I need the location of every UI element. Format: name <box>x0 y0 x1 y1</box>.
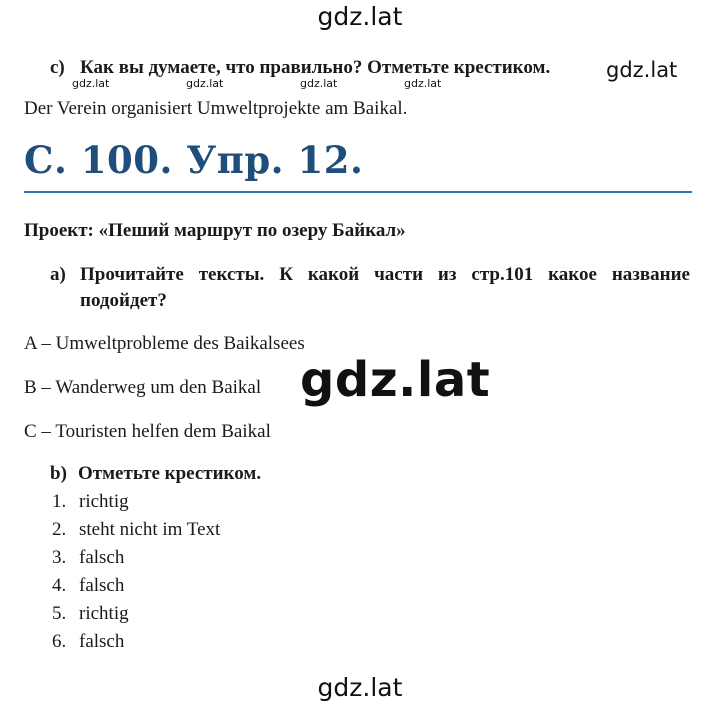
option-c: C – Touristen helfen dem Baikal <box>24 421 271 442</box>
task-b-question: Отметьте крестиком. <box>78 463 262 484</box>
watermark-side: gdz.lat <box>606 58 678 82</box>
answer-text: richtig <box>79 491 129 512</box>
answer-number: 5. <box>52 603 67 624</box>
heading-divider <box>24 191 692 193</box>
task-b-marker: b) <box>50 463 67 484</box>
answer-text: steht nicht im Text <box>79 519 221 540</box>
watermark-small: gdz.lat <box>300 77 338 90</box>
answer-text: richtig <box>79 603 129 624</box>
section-c-answer: Der Verein organisiert Umweltprojekte am Baikal. <box>24 98 408 119</box>
option-b: B – Wanderweg um den Baikal <box>24 377 262 398</box>
answer-number: 4. <box>52 575 67 596</box>
answer-number: 3. <box>52 547 67 568</box>
answer-text: falsch <box>79 631 125 652</box>
answer-text: falsch <box>79 547 125 568</box>
watermark-small: gdz.lat <box>72 77 110 90</box>
task-a-question-line2: подойдет? <box>80 290 167 311</box>
page-title: С. 100. Упр. 12. <box>24 138 364 182</box>
watermark-bottom: gdz.lat <box>317 673 403 702</box>
task-a-marker: a) <box>50 264 66 285</box>
answer-number: 6. <box>52 631 67 652</box>
watermark-top: gdz.lat <box>317 2 403 31</box>
task-a-question-line1: Прочитайте тексты. К какой части из стр.101 какое название <box>80 264 690 285</box>
answer-number: 1. <box>52 491 67 512</box>
watermark-center: gdz.lat <box>300 352 491 408</box>
watermark-small: gdz.lat <box>404 77 442 90</box>
section-c-question: Как вы думаете, что правильно? Отметьте крестиком. <box>80 57 551 78</box>
watermark-small: gdz.lat <box>186 77 224 90</box>
project-title: Проект: «Пеший маршрут по озеру Байкал» <box>24 220 406 241</box>
answer-text: falsch <box>79 575 125 596</box>
option-a: A – Umweltprobleme des Baikalsees <box>24 333 305 354</box>
answer-number: 2. <box>52 519 67 540</box>
section-c-marker: c) <box>50 57 65 78</box>
